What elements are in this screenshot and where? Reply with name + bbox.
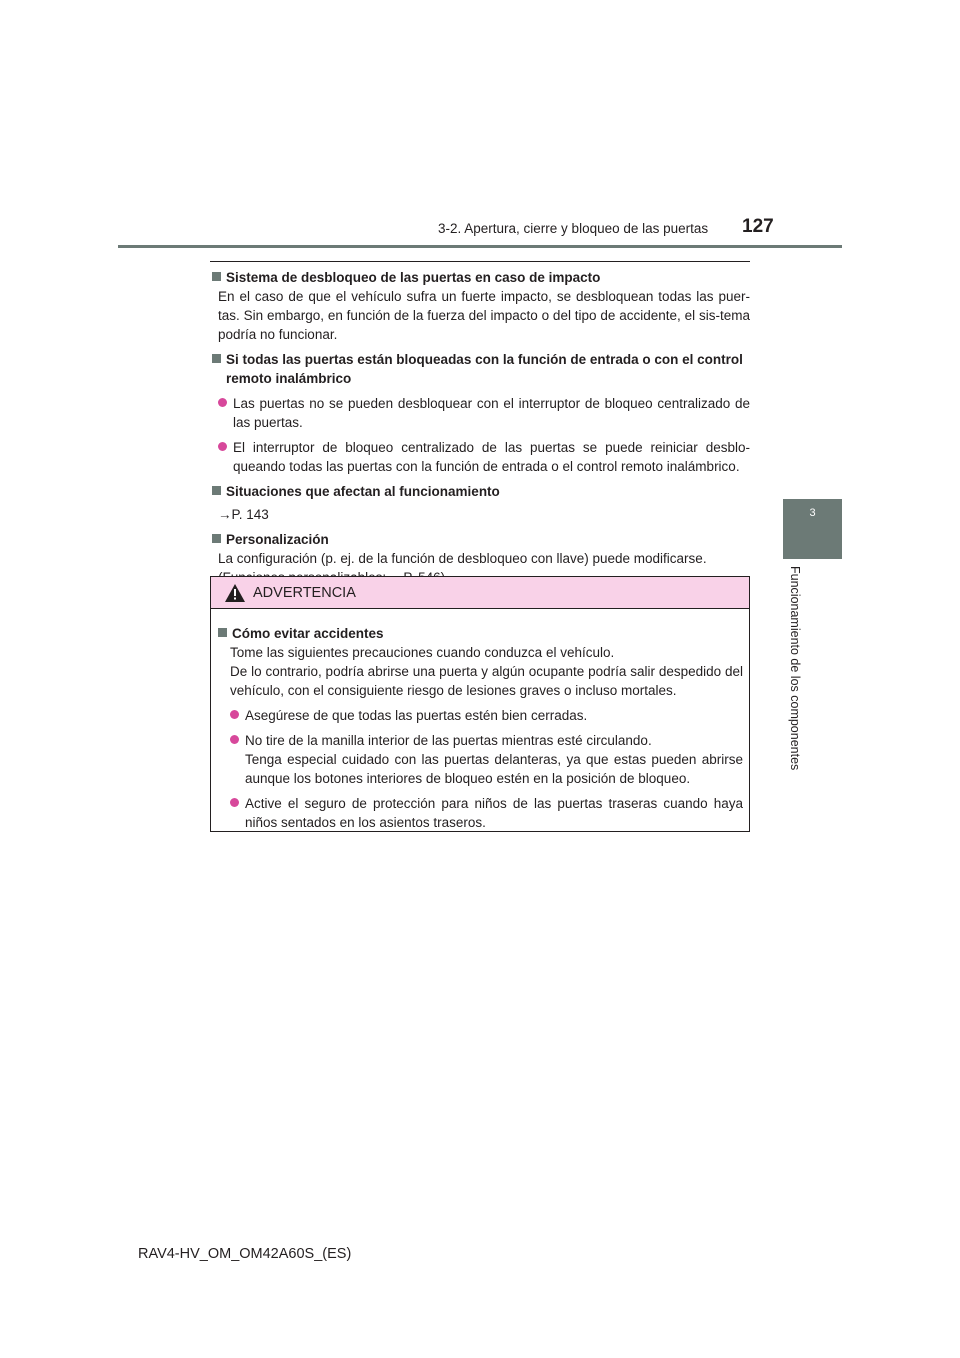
section-title: Sistema de desbloqueo de las puertas en caso de impacto [226, 270, 601, 285]
warning-text: De lo contrario, podría abrirse una puerta y algún ocupante podría salir despedido del vehículo, con el consiguiente riesgo de lesiones graves o incluso mortales. [230, 664, 743, 698]
document-code: RAV4-HV_OM_OM42A60S_(ES) [138, 1246, 352, 1262]
warning-subtitle: Cómo evitar accidentes [232, 626, 384, 641]
warning-title: ADVERTENCIA [253, 584, 356, 601]
header-divider [118, 245, 842, 248]
section-impact-unlock [210, 268, 750, 344]
section-operation-conditions [210, 482, 750, 524]
page-reference-link[interactable]: →P. 143 [218, 507, 269, 522]
page-number: 127 [742, 216, 774, 237]
section-text: La configuración (p. ej. de la función de desbloqueo con llave) puede modificarse. [218, 551, 707, 566]
circle-bullet-icon [218, 398, 227, 407]
warning-triangle-icon [225, 584, 245, 602]
warning-body [211, 609, 749, 832]
chapter-number: 3 [809, 507, 816, 519]
section-title: Situaciones que afectan al funcionamiento [226, 484, 500, 499]
list-item: Asegúrese de que todas las puertas estén bien cerradas. [216, 706, 743, 725]
circle-bullet-icon [230, 710, 239, 719]
list-item: Las puertas no se pueden desbloquear con el interruptor de bloqueo centralizado de las puertas. [210, 394, 750, 432]
warning-text: Tome las siguientes precauciones cuando conduzca el vehículo. [230, 645, 615, 660]
square-bullet-icon [212, 486, 221, 495]
list-item: El interruptor de bloqueo centralizado de las puertas se puede reiniciar desblo-queando todas las puertas con la función de entrada o el control remoto inalámbrico. [210, 438, 750, 476]
square-bullet-icon [212, 534, 221, 543]
section-title: Personalización [226, 532, 329, 547]
chapter-title: Funcionamiento de los componentes [788, 566, 802, 771]
list-item: Active el seguro de protección para niños de las puertas traseras cuando haya niños sentados en los asientos traseros. [216, 794, 743, 832]
chapter-tab[interactable] [783, 499, 842, 559]
content-top-divider [210, 261, 750, 262]
square-bullet-icon [218, 628, 227, 637]
square-bullet-icon [212, 354, 221, 363]
warning-header [211, 577, 749, 609]
circle-bullet-icon [230, 798, 239, 807]
circle-bullet-icon [218, 442, 227, 451]
running-header: 3-2. Apertura, cierre y bloqueo de las puertas [438, 221, 709, 236]
circle-bullet-icon [230, 735, 239, 744]
section-title: Si todas las puertas están bloqueadas con la función de entrada o con el control remoto inalámbrico [226, 352, 743, 386]
section-text: En el caso de que el vehículo sufra un fuerte impacto, se desbloquean todas las puer-tas. Sin embargo, en función de la fuerza del impacto o del tipo de accidente, el sis-tema podría no funcionar. [218, 289, 750, 342]
section-locked-doors [210, 350, 750, 476]
square-bullet-icon [212, 272, 221, 281]
list-item: No tire de la manilla interior de las puertas mientras esté circulando. Tenga especial cuidado con las puertas delanteras, ya que estas pueden abrirse aunque los botones interiores de bloqueo estén en la posición de bloqueo. [216, 731, 743, 788]
main-content [210, 268, 750, 593]
warning-box [210, 576, 750, 832]
